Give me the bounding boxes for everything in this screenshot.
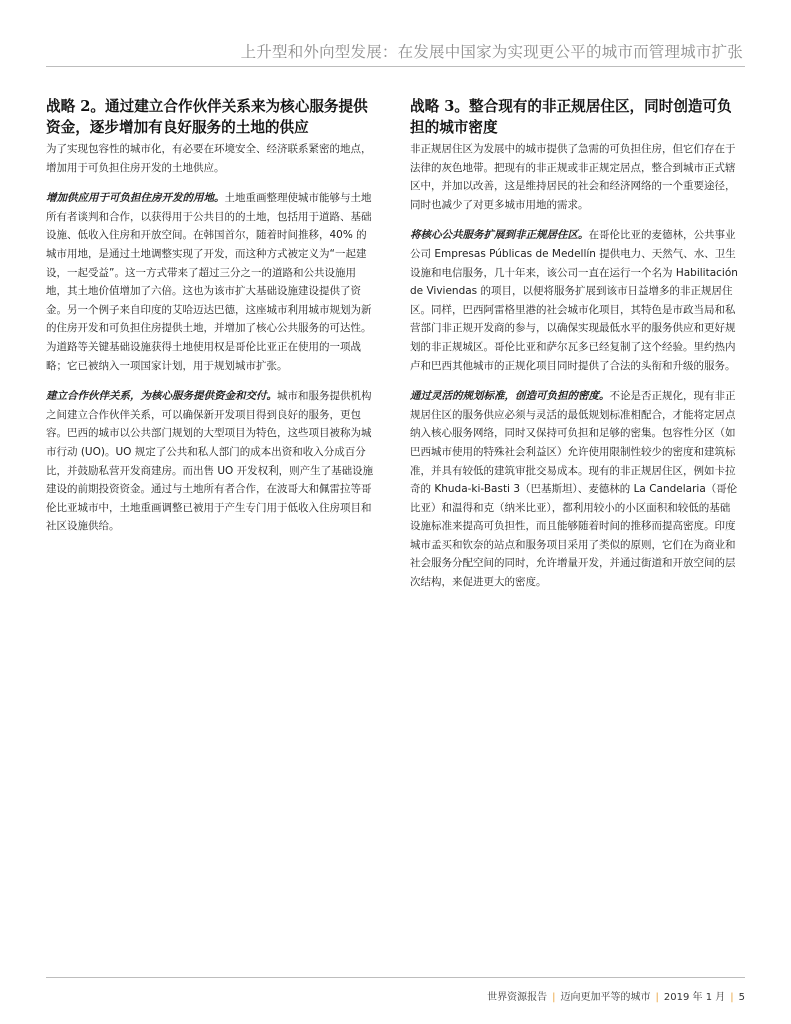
strategy-3-paragraph-1 (410, 226, 740, 375)
strategy-2-paragraph-2-body: 城市和服务提供机构之间建立合作伙伴关系，可以确保新开发项目得到良好的服务，更包容。巴西的城市以公共部门规划的大型项目为特色，这些项目被称为城市行动 (UO)。UO 规定了公共和私人部门的成本出资和收入分成百分比，并鼓励私营开发商建房。而出售 UO 开发权利，则产生了基础设施建设的前期投资资金。通过与土地所有者合作，在波哥大和佩雷拉等哥伦比亚城市中，土地重画调整已被用于产生专门用于低收入住房项目和社区设施供给。 (46, 390, 374, 533)
strategy-3-paragraph-1-body: 在哥伦比亚的麦德林，公共事业公司 Empresas Públicas de Medellín 提供电力、天然气、水、卫生设施和电信服务，几十年来，该公司一直在运行一个名为 Habilitación de Viviendas 的项目，以便将服务扩展到该市日益增多的非正规居住区。同样，巴西阿雷格里港的社会城市化项目，其特色是市政当局和私营部门非正规开发商的参与，以确保实现最低水平的服务供应和更好规划的非正规城区。哥伦比亚和萨尔瓦多已经复制了这个经验。里约热内卢和巴西其他城市的正规化项目同时提供了合法的头衔和升级的服务。 (410, 229, 738, 372)
strategy-2-paragraph-2-lead: 建立合作伙伴关系，为核心服务提供资金和交付。 (46, 390, 277, 403)
page-number: 5 (738, 992, 745, 1003)
strategy-2-paragraph-1-body: 土地重画整理使城市能够与土地所有者谈判和合作，以获得用于公共目的的土地，包括用于道路、基础设施、低收入住房和开放空间。在韩国首尔，随着时间推移，40% 的城市用地，是通过土地调整实现了开发，而这种方式被定义为“一起建设，一起受益”。这一方式带来了超过三分之一的道路和公共设施用地，其土地价值增加了六倍。这也为该市扩大基础设施建设提供了资金。另一个例子来自印度的艾哈迈达巴德，这座城市利用城市规划为新的住房开发和可负担住房提供土地，并增加了核心公共服务的可达性。为道路等关键基础设施获得土地使用权是哥伦比亚正在使用的一项战略；它已被纳入一项国家计划，用于规划城市扩张。 (46, 192, 372, 372)
strategy-3-paragraph-2-body: 不论是否正规化，现有非正规居住区的服务供应必须与灵活的最低规划标准相配合，才能将定居点纳入核心服务网络，同时又保持可负担和足够的密集。包容性分区（如巴西城市使用的特殊社会利益区）允许使用限制性较少的密度和建筑标准，并具有较低的建筑审批交易成本。现有的非正规居住区，例如卡拉奇的 Khuda-ki-Basti 3（巴基斯坦）、麦德林的 La Candelaria（哥伦比亚）和温得和克（纳米比亚），都利用较小的小区面积和较低的基础设施标准来提高可负担性，而且能够随着时间的推移而提高密度。印度城市孟买和钦奈的站点和服务项目采用了类似的原则，它们在为商业和社会服务分配空间的同时，允许增量开发，并通过街道和开放空间的层次结构，来促进更大的密度。 (410, 390, 738, 589)
right-column (410, 96, 740, 604)
strategy-2-paragraph-1-lead: 增加供应用于可负担住房开发的用地。 (46, 192, 225, 205)
strategy-2-intro: 为了实现包容性的城市化，有必要在环境安全、经济联系紧密的地点，增加用于可负担住房开发的土地供应。 (46, 143, 372, 174)
footer-divider (46, 977, 745, 978)
strategy-2-heading: 战略 2。通过建立合作伙伴关系来为核心服务提供资金，逐步增加有良好服务的土地的供应 (46, 98, 368, 136)
footer-separator: | (655, 992, 659, 1003)
strategy-3-heading: 战略 3。整合现有的非正规居住区，同时创造可负担的城市密度 (410, 98, 732, 136)
strategy-3-intro: 非正规居住区为发展中的城市提供了急需的可负担住房，但它们存在于法律的灰色地带。把现有的非正规或非正规定居点，整合到城市正式辖区中，并加以改善，这是维持居民的社会和经济网络的一个重要途径，同时也减少了对更多城市用地的需求。 (410, 143, 736, 211)
strategy-2-paragraph-2 (46, 387, 376, 536)
strategy-3-paragraph-2 (410, 387, 740, 592)
strategy-3-paragraph-2-lead: 通过灵活的规划标准，创造可负担的密度。 (410, 390, 610, 403)
header-divider (46, 66, 745, 67)
footer-separator: | (552, 992, 556, 1003)
page-footer (487, 988, 745, 1003)
footer-separator: | (730, 992, 734, 1003)
footer-report-name: 世界资源报告 (487, 992, 548, 1003)
strategy-3-paragraph-1-lead: 将核心公共服务扩展到非正规居住区。 (410, 229, 589, 242)
footer-date: 2019 年 1 月 (663, 992, 726, 1003)
strategy-2-paragraph-1 (46, 189, 376, 375)
page-header-title: 上升型和外向型发展：在发展中国家为实现更公平的城市而管理城市扩张 (240, 43, 743, 61)
left-column (46, 96, 376, 548)
footer-series-title: 迈向更加平等的城市 (560, 992, 651, 1003)
